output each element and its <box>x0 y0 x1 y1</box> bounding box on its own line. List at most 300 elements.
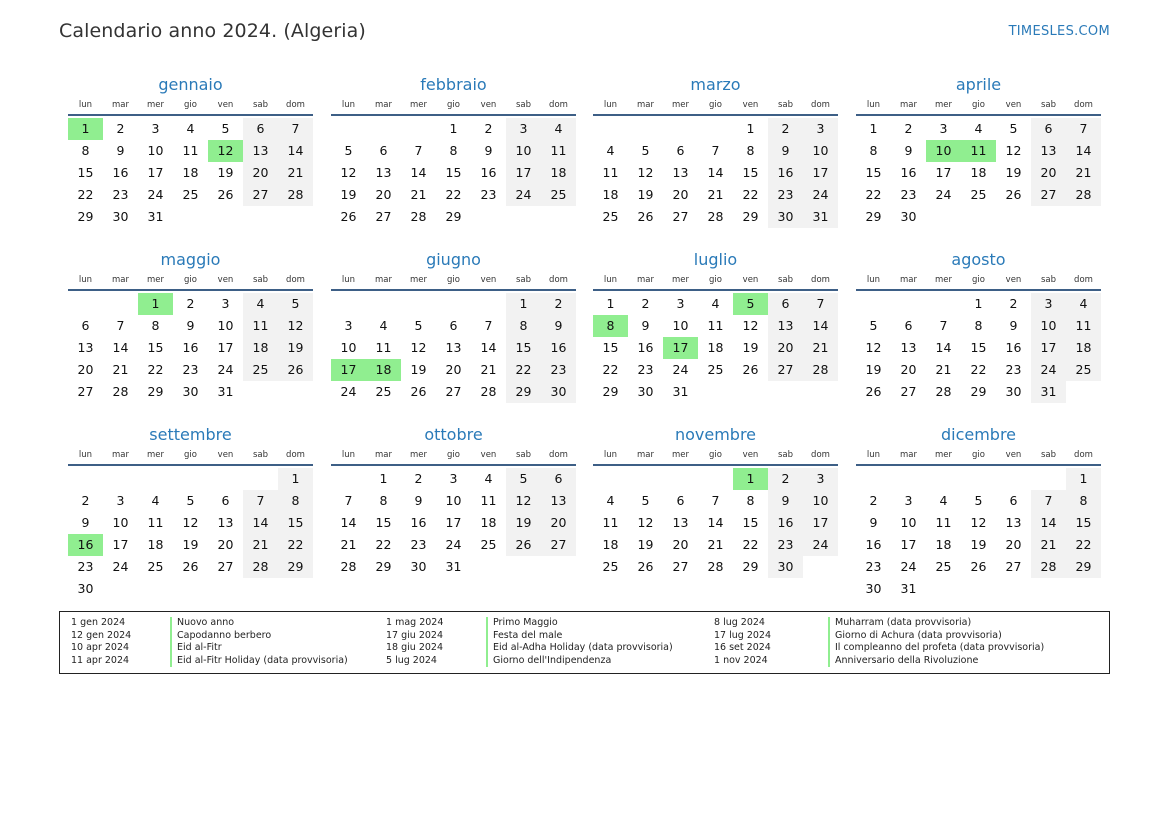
day-empty <box>401 293 436 315</box>
day-cell: 8 <box>151 318 160 333</box>
day-cell: 12 <box>182 515 199 530</box>
day-cell: 2 <box>904 121 913 136</box>
day-cell: 28 <box>1066 184 1101 206</box>
day-cell: 29 <box>77 209 94 224</box>
day-grid <box>331 293 576 403</box>
holiday-name: Eid al-Fitr Holiday (data provvisoria) <box>170 655 348 668</box>
day-empty <box>926 468 961 490</box>
month-name: dicembre <box>940 425 1017 444</box>
day-empty <box>1031 468 1066 490</box>
day-cell: 9 <box>1009 318 1018 333</box>
day-cell: 27 <box>541 534 576 556</box>
day-cell: 18 <box>602 187 619 202</box>
day-cell: 24 <box>672 362 689 377</box>
day-cell: 2 <box>869 493 878 508</box>
day-cell: 11 <box>707 318 724 333</box>
weekday-label: ven <box>480 450 497 460</box>
holiday-name: Eid al-Fitr <box>170 642 222 655</box>
day-cell: 17 <box>147 165 164 180</box>
day-cell: 26 <box>1005 187 1022 202</box>
day-empty <box>698 468 733 490</box>
day-cell: 8 <box>278 490 313 512</box>
day-cell: 13 <box>768 315 803 337</box>
day-cell: 2 <box>414 471 423 486</box>
day-cell: 7 <box>711 493 720 508</box>
day-cell: 6 <box>676 143 685 158</box>
day-cell: 5 <box>641 493 650 508</box>
day-cell: 24 <box>112 559 129 574</box>
weekday-label: gio <box>972 100 985 110</box>
day-cell: 17 <box>445 515 462 530</box>
day-cell: 30 <box>768 206 803 228</box>
day-cell: 15 <box>77 165 94 180</box>
weekday-label: mar <box>900 275 917 285</box>
day-cell: 16 <box>182 340 199 355</box>
day-cell: 10 <box>506 140 541 162</box>
day-cell: 21 <box>803 337 838 359</box>
day-cell: 4 <box>606 143 615 158</box>
weekday-label: gio <box>709 100 722 110</box>
day-empty <box>593 468 628 490</box>
weekday-label: mer <box>934 100 952 110</box>
day-cell: 21 <box>480 362 497 377</box>
day-empty <box>856 293 891 315</box>
day-cell: 2 <box>116 121 125 136</box>
day-cell: 19 <box>278 337 313 359</box>
weekday-label: lun <box>78 100 93 110</box>
holiday-date: 1 mag 2024 <box>386 617 444 628</box>
day-cell: 21 <box>410 187 427 202</box>
day-cell: 28 <box>1031 556 1066 578</box>
day-cell: 14 <box>278 140 313 162</box>
weekday-label: mar <box>637 100 654 110</box>
weekday-label: ven <box>1005 275 1022 285</box>
weekday-label: mer <box>671 275 689 285</box>
day-cell: 23 <box>768 534 803 556</box>
brand-link[interactable]: TIMESLES.COM <box>1008 24 1110 39</box>
day-cell: 18 <box>541 162 576 184</box>
day-cell: 20 <box>900 362 917 377</box>
weekday-label: gio <box>184 100 197 110</box>
day-cell: 20 <box>445 362 462 377</box>
weekday-label: sab <box>515 100 532 110</box>
day-cell: 2 <box>186 296 195 311</box>
day-cell: 22 <box>445 187 462 202</box>
day-cell: 7 <box>1066 118 1101 140</box>
holiday-date: 17 lug 2024 <box>714 629 771 641</box>
weekday-label: sab <box>515 275 532 285</box>
day-cell: 20 <box>77 362 94 377</box>
weekday-label: sab <box>1040 450 1057 460</box>
day-cell: 24 <box>1031 359 1066 381</box>
day-cell: 5 <box>344 143 353 158</box>
day-cell: 28 <box>112 384 129 399</box>
day-cell: 29 <box>278 556 313 578</box>
day-cell: 13 <box>541 490 576 512</box>
day-cell: 2 <box>641 296 650 311</box>
day-cell: 22 <box>77 187 94 202</box>
weekday-label: mar <box>637 275 654 285</box>
day-cell: 26 <box>278 359 313 381</box>
day-cell: 27 <box>375 209 392 224</box>
day-holiday: 8 <box>593 315 628 337</box>
day-cell: 13 <box>445 340 462 355</box>
day-cell: 22 <box>147 362 164 377</box>
day-cell: 8 <box>81 143 90 158</box>
day-cell: 16 <box>410 515 427 530</box>
day-cell: 31 <box>803 206 838 228</box>
day-cell: 12 <box>278 315 313 337</box>
day-cell: 22 <box>602 362 619 377</box>
day-cell: 14 <box>707 515 724 530</box>
day-cell: 11 <box>375 340 392 355</box>
day-cell: 20 <box>1031 162 1066 184</box>
weekday-label: gio <box>447 100 460 110</box>
day-cell: 11 <box>541 140 576 162</box>
day-cell: 31 <box>147 209 164 224</box>
day-cell: 3 <box>344 318 353 333</box>
day-cell: 30 <box>637 384 654 399</box>
weekday-label: ven <box>1005 450 1022 460</box>
month-name: luglio <box>693 250 738 269</box>
day-empty <box>401 118 436 140</box>
month-name: febbraio <box>420 75 487 94</box>
holiday-date: 5 lug 2024 <box>386 654 437 666</box>
day-cell: 30 <box>182 384 199 399</box>
day-cell: 29 <box>742 209 759 224</box>
day-cell: 16 <box>112 165 129 180</box>
weekday-label: sab <box>777 275 794 285</box>
day-cell: 15 <box>865 165 882 180</box>
day-cell: 6 <box>379 143 388 158</box>
holiday-date: 16 set 2024 <box>714 642 771 653</box>
weekday-label: mer <box>934 275 952 285</box>
day-cell: 16 <box>865 537 882 552</box>
day-cell: 10 <box>445 493 462 508</box>
day-cell: 6 <box>1009 493 1018 508</box>
weekday-label: gio <box>972 450 985 460</box>
day-cell: 8 <box>746 143 755 158</box>
day-cell: 3 <box>803 468 838 490</box>
day-empty <box>68 293 103 315</box>
day-cell: 9 <box>186 318 195 333</box>
weekday-label: dom <box>549 275 568 285</box>
weekday-label: mer <box>671 450 689 460</box>
month-name: ottobre <box>424 425 483 444</box>
weekday-header <box>331 446 576 466</box>
day-cell: 17 <box>1031 337 1066 359</box>
day-cell: 10 <box>672 318 689 333</box>
day-cell: 10 <box>803 490 838 512</box>
weekday-header <box>856 96 1101 116</box>
day-grid <box>68 468 313 600</box>
day-empty <box>663 468 698 490</box>
day-cell: 1 <box>449 121 458 136</box>
day-holiday: 12 <box>208 140 243 162</box>
day-cell: 5 <box>641 143 650 158</box>
day-cell: 24 <box>147 187 164 202</box>
day-cell: 3 <box>676 296 685 311</box>
weekday-label: ven <box>217 275 234 285</box>
holiday-date: 18 giu 2024 <box>386 642 443 653</box>
weekday-label: ven <box>1005 100 1022 110</box>
day-cell: 13 <box>217 515 234 530</box>
day-cell: 25 <box>602 209 619 224</box>
day-cell: 12 <box>340 165 357 180</box>
day-cell: 14 <box>112 340 129 355</box>
weekday-label: mar <box>112 450 129 460</box>
weekday-label: sab <box>1040 275 1057 285</box>
day-cell: 19 <box>637 187 654 202</box>
day-cell: 8 <box>449 143 458 158</box>
day-cell: 27 <box>1031 184 1066 206</box>
day-cell: 6 <box>1031 118 1066 140</box>
weekday-label: mar <box>112 100 129 110</box>
day-cell: 24 <box>803 184 838 206</box>
day-cell: 13 <box>243 140 278 162</box>
day-empty <box>891 293 926 315</box>
day-cell: 23 <box>637 362 654 377</box>
day-cell: 26 <box>217 187 234 202</box>
day-cell: 12 <box>1005 143 1022 158</box>
day-cell: 25 <box>707 362 724 377</box>
day-cell: 20 <box>672 537 689 552</box>
day-cell: 2 <box>541 293 576 315</box>
day-cell: 9 <box>116 143 125 158</box>
day-holiday: 17 <box>663 337 698 359</box>
weekday-header <box>593 96 838 116</box>
day-cell: 10 <box>112 515 129 530</box>
day-cell: 19 <box>742 340 759 355</box>
month-name: settembre <box>149 425 232 444</box>
day-cell: 12 <box>410 340 427 355</box>
month-luglio <box>593 249 838 403</box>
day-cell: 19 <box>637 537 654 552</box>
weekday-label: mer <box>146 275 164 285</box>
month-ottobre <box>331 424 576 578</box>
day-holiday: 18 <box>366 359 401 381</box>
day-cell: 9 <box>541 315 576 337</box>
day-grid <box>593 468 838 578</box>
month-name: gennaio <box>158 75 223 94</box>
day-cell: 14 <box>1031 512 1066 534</box>
day-empty <box>593 118 628 140</box>
day-cell: 2 <box>81 493 90 508</box>
day-cell: 22 <box>506 359 541 381</box>
day-cell: 29 <box>1066 556 1101 578</box>
day-empty <box>628 468 663 490</box>
day-cell: 3 <box>939 121 948 136</box>
day-cell: 7 <box>711 143 720 158</box>
day-cell: 11 <box>182 143 199 158</box>
day-cell: 29 <box>445 209 462 224</box>
day-cell: 18 <box>935 537 952 552</box>
day-cell: 14 <box>1066 140 1101 162</box>
weekday-label: gio <box>709 450 722 460</box>
day-cell: 7 <box>414 143 423 158</box>
day-cell: 3 <box>449 471 458 486</box>
day-cell: 29 <box>970 384 987 399</box>
day-cell: 11 <box>935 515 952 530</box>
day-empty <box>68 468 103 490</box>
weekday-label: mar <box>900 450 917 460</box>
day-cell: 4 <box>1066 293 1101 315</box>
day-grid <box>331 468 576 578</box>
day-cell: 21 <box>1066 162 1101 184</box>
day-cell: 21 <box>340 537 357 552</box>
day-cell: 12 <box>637 165 654 180</box>
day-cell: 6 <box>904 318 913 333</box>
day-cell: 29 <box>865 209 882 224</box>
day-cell: 28 <box>803 359 838 381</box>
day-cell: 23 <box>480 187 497 202</box>
day-cell: 27 <box>217 559 234 574</box>
day-empty <box>961 468 996 490</box>
day-cell: 10 <box>900 515 917 530</box>
day-cell: 14 <box>935 340 952 355</box>
weekday-label: dom <box>1074 100 1093 110</box>
month-giugno <box>331 249 576 403</box>
day-cell: 26 <box>182 559 199 574</box>
day-cell: 15 <box>147 340 164 355</box>
weekday-header <box>593 271 838 291</box>
weekday-header <box>856 271 1101 291</box>
day-empty <box>366 118 401 140</box>
day-cell: 15 <box>602 340 619 355</box>
day-cell: 25 <box>970 187 987 202</box>
day-cell: 11 <box>243 315 278 337</box>
day-cell: 24 <box>445 537 462 552</box>
day-cell: 9 <box>869 515 878 530</box>
day-empty <box>243 468 278 490</box>
day-cell: 30 <box>112 209 129 224</box>
day-cell: 15 <box>1066 512 1101 534</box>
day-cell: 12 <box>865 340 882 355</box>
day-cell: 22 <box>865 187 882 202</box>
day-cell: 19 <box>182 537 199 552</box>
day-cell: 5 <box>221 121 230 136</box>
month-maggio <box>68 249 313 403</box>
day-cell: 30 <box>541 381 576 403</box>
weekday-label: ven <box>217 100 234 110</box>
holiday-date: 1 nov 2024 <box>714 654 768 666</box>
weekday-header <box>593 446 838 466</box>
day-cell: 19 <box>506 512 541 534</box>
day-cell: 28 <box>278 184 313 206</box>
day-cell: 20 <box>768 337 803 359</box>
day-cell: 16 <box>1005 340 1022 355</box>
day-cell: 31 <box>217 384 234 399</box>
day-cell: 8 <box>1066 490 1101 512</box>
weekday-header <box>331 271 576 291</box>
day-cell: 3 <box>1031 293 1066 315</box>
weekday-label: lun <box>78 275 93 285</box>
day-cell: 22 <box>278 534 313 556</box>
day-cell: 22 <box>742 187 759 202</box>
day-cell: 16 <box>768 512 803 534</box>
day-empty <box>331 468 366 490</box>
day-cell: 20 <box>1005 537 1022 552</box>
weekday-label: ven <box>742 100 759 110</box>
day-cell: 10 <box>217 318 234 333</box>
day-cell: 1 <box>278 468 313 490</box>
day-cell: 14 <box>803 315 838 337</box>
day-cell: 19 <box>865 362 882 377</box>
day-cell: 10 <box>803 140 838 162</box>
weekday-label: gio <box>972 275 985 285</box>
weekday-label: dom <box>811 450 830 460</box>
day-grid <box>593 118 838 228</box>
day-cell: 26 <box>637 559 654 574</box>
day-cell: 18 <box>480 515 497 530</box>
day-cell: 9 <box>484 143 493 158</box>
day-cell: 29 <box>375 559 392 574</box>
day-cell: 9 <box>641 318 650 333</box>
day-cell: 7 <box>278 118 313 140</box>
month-name: novembre <box>674 425 757 444</box>
day-cell: 11 <box>480 493 497 508</box>
day-empty <box>628 118 663 140</box>
weekday-label: lun <box>603 450 618 460</box>
day-cell: 4 <box>711 296 720 311</box>
day-cell: 23 <box>1005 362 1022 377</box>
month-name: agosto <box>951 250 1006 269</box>
day-cell: 26 <box>742 362 759 377</box>
day-cell: 24 <box>217 362 234 377</box>
day-cell: 15 <box>742 165 759 180</box>
day-cell: 27 <box>768 359 803 381</box>
day-empty <box>926 293 961 315</box>
weekday-label: mar <box>637 450 654 460</box>
weekday-label: sab <box>515 450 532 460</box>
day-cell: 31 <box>445 559 462 574</box>
weekday-label: sab <box>252 275 269 285</box>
day-cell: 12 <box>970 515 987 530</box>
holiday-name: Capodanno berbero <box>170 630 271 643</box>
day-cell: 9 <box>768 490 803 512</box>
holiday-date: 17 giu 2024 <box>386 629 443 641</box>
weekday-label: sab <box>1040 100 1057 110</box>
day-cell: 27 <box>900 384 917 399</box>
day-cell: 9 <box>768 140 803 162</box>
day-empty <box>208 468 243 490</box>
weekday-label: mer <box>934 450 952 460</box>
day-cell: 22 <box>1066 534 1101 556</box>
day-cell: 13 <box>1031 140 1066 162</box>
holiday-name: Giorno di Achura (data provvisoria) <box>828 630 1002 643</box>
day-cell: 18 <box>602 537 619 552</box>
day-cell: 3 <box>151 121 160 136</box>
day-cell: 30 <box>77 581 94 596</box>
holiday-legend <box>59 611 1110 674</box>
day-cell: 14 <box>410 165 427 180</box>
day-cell: 29 <box>147 384 164 399</box>
weekday-label: gio <box>184 275 197 285</box>
holiday-date: 11 apr 2024 <box>71 654 130 666</box>
day-empty <box>138 468 173 490</box>
day-cell: 31 <box>1031 381 1066 403</box>
day-cell: 20 <box>243 162 278 184</box>
day-cell: 5 <box>506 468 541 490</box>
day-cell: 31 <box>900 581 917 596</box>
day-cell: 25 <box>243 359 278 381</box>
day-cell: 24 <box>340 384 357 399</box>
day-cell: 7 <box>803 293 838 315</box>
day-cell: 23 <box>410 537 427 552</box>
day-cell: 30 <box>900 209 917 224</box>
day-cell: 29 <box>742 559 759 574</box>
day-cell: 15 <box>506 337 541 359</box>
